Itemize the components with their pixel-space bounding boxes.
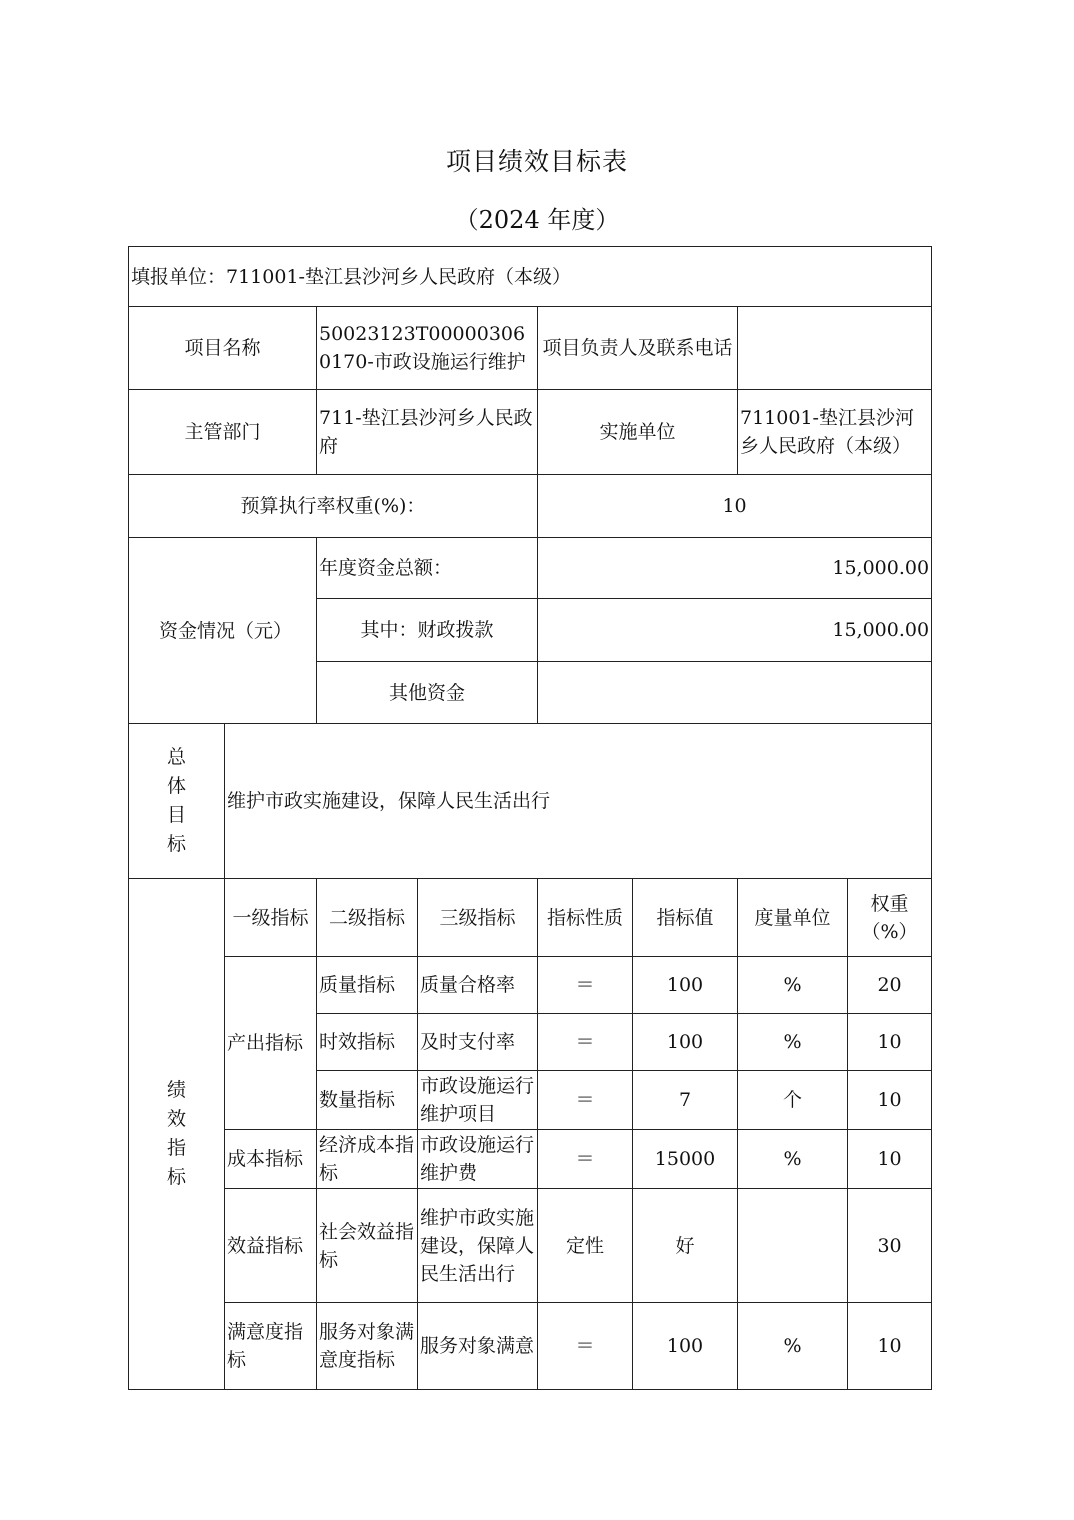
table-row — [129, 1130, 932, 1189]
level3-cell: 市政设施运行维护项目 — [418, 1071, 538, 1130]
weight-cell: 20 — [848, 957, 932, 1014]
weight-cell: 10 — [848, 1130, 932, 1189]
dept-value: 711-垫江县沙河乡人民政府 — [317, 390, 538, 475]
level2-cell: 质量指标 — [317, 957, 418, 1014]
performance-goal-table — [128, 246, 932, 1390]
weight-cell: 10 — [848, 1303, 932, 1390]
nature-cell: 定性 — [538, 1189, 633, 1303]
funds-label: 资金情况（元） — [129, 538, 317, 724]
dept-label: 主管部门 — [129, 390, 317, 475]
budget-weight-value: 10 — [538, 475, 932, 538]
funds-total-label: 年度资金总额： — [317, 538, 538, 599]
level1-cell: 满意度指标 — [225, 1303, 317, 1390]
nature-cell: ＝ — [538, 957, 633, 1014]
weight-cell: 10 — [848, 1014, 932, 1071]
value-cell: 100 — [633, 1303, 738, 1390]
weight-cell: 10 — [848, 1071, 932, 1130]
overall-goal-label: 总 体 目 标 — [129, 724, 225, 879]
unit-cell: % — [738, 1014, 848, 1071]
level3-cell: 服务对象满意 — [418, 1303, 538, 1390]
weight-cell: 30 — [848, 1189, 932, 1303]
project-name-label: 项目名称 — [129, 307, 317, 390]
perf-indicator-label: 绩 效 指 标 — [129, 879, 225, 1390]
page-title: 项目绩效目标表 — [445, 147, 628, 176]
level2-cell: 经济成本指标 — [317, 1130, 418, 1189]
unit-cell — [738, 1189, 848, 1303]
unit-cell: % — [738, 1303, 848, 1390]
level3-cell: 市政设施运行维护费 — [418, 1130, 538, 1189]
fill-unit: 填报单位：711001-垫江县沙河乡人民政府（本级） — [129, 247, 932, 307]
funds-total-value: 15,000.00 — [538, 538, 932, 599]
nature-cell: ＝ — [538, 1014, 633, 1071]
overall-goal-text: 维护市政实施建设，保障人民生活出行 — [225, 724, 932, 879]
output-indicator: 产出指标 — [225, 957, 317, 1130]
value-cell: 15000 — [633, 1130, 738, 1189]
value-cell: 7 — [633, 1071, 738, 1130]
funds-other-label: 其他资金 — [317, 662, 538, 724]
header-level2: 二级指标 — [317, 879, 418, 957]
header-level3: 三级指标 — [418, 879, 538, 957]
page-subtitle: （2024 年度） — [454, 206, 620, 234]
header-nature: 指标性质 — [538, 879, 633, 957]
level2-cell: 社会效益指标 — [317, 1189, 418, 1303]
unit-cell: 个 — [738, 1071, 848, 1130]
nature-cell: ＝ — [538, 1071, 633, 1130]
table-row — [129, 1189, 932, 1303]
value-cell: 100 — [633, 1014, 738, 1071]
impl-unit-label: 实施单位 — [538, 390, 738, 475]
table-row — [129, 1303, 932, 1390]
funds-fiscal-label: 其中：财政拨款 — [317, 599, 538, 662]
level1-cell: 成本指标 — [225, 1130, 317, 1189]
header-value: 指标值 — [633, 879, 738, 957]
header-unit: 度量单位 — [738, 879, 848, 957]
level3-cell: 及时支付率 — [418, 1014, 538, 1071]
nature-cell: ＝ — [538, 1130, 633, 1189]
contact-label: 项目负责人及联系电话 — [538, 307, 738, 390]
unit-cell: % — [738, 1130, 848, 1189]
value-cell: 好 — [633, 1189, 738, 1303]
impl-unit-value: 711001-垫江县沙河乡人民政府（本级） — [738, 390, 932, 475]
level1-cell: 效益指标 — [225, 1189, 317, 1303]
budget-weight-label: 预算执行率权重(%)： — [129, 475, 538, 538]
level2-cell: 数量指标 — [317, 1071, 418, 1130]
level2-cell: 时效指标 — [317, 1014, 418, 1071]
level3-cell: 质量合格率 — [418, 957, 538, 1014]
level3-cell: 维护市政实施建设，保障人民生活出行 — [418, 1189, 538, 1303]
value-cell: 100 — [633, 957, 738, 1014]
funds-fiscal-value: 15,000.00 — [538, 599, 932, 662]
funds-other-value — [538, 662, 932, 724]
header-level1: 一级指标 — [225, 879, 317, 957]
header-weight: 权重（%） — [848, 879, 932, 957]
project-name-value: 50023123T000003060170-市政设施运行维护 — [317, 307, 538, 390]
nature-cell: ＝ — [538, 1303, 633, 1390]
contact-value — [738, 307, 932, 390]
table-row — [129, 957, 932, 1014]
unit-cell: % — [738, 957, 848, 1014]
level2-cell: 服务对象满意度指标 — [317, 1303, 418, 1390]
